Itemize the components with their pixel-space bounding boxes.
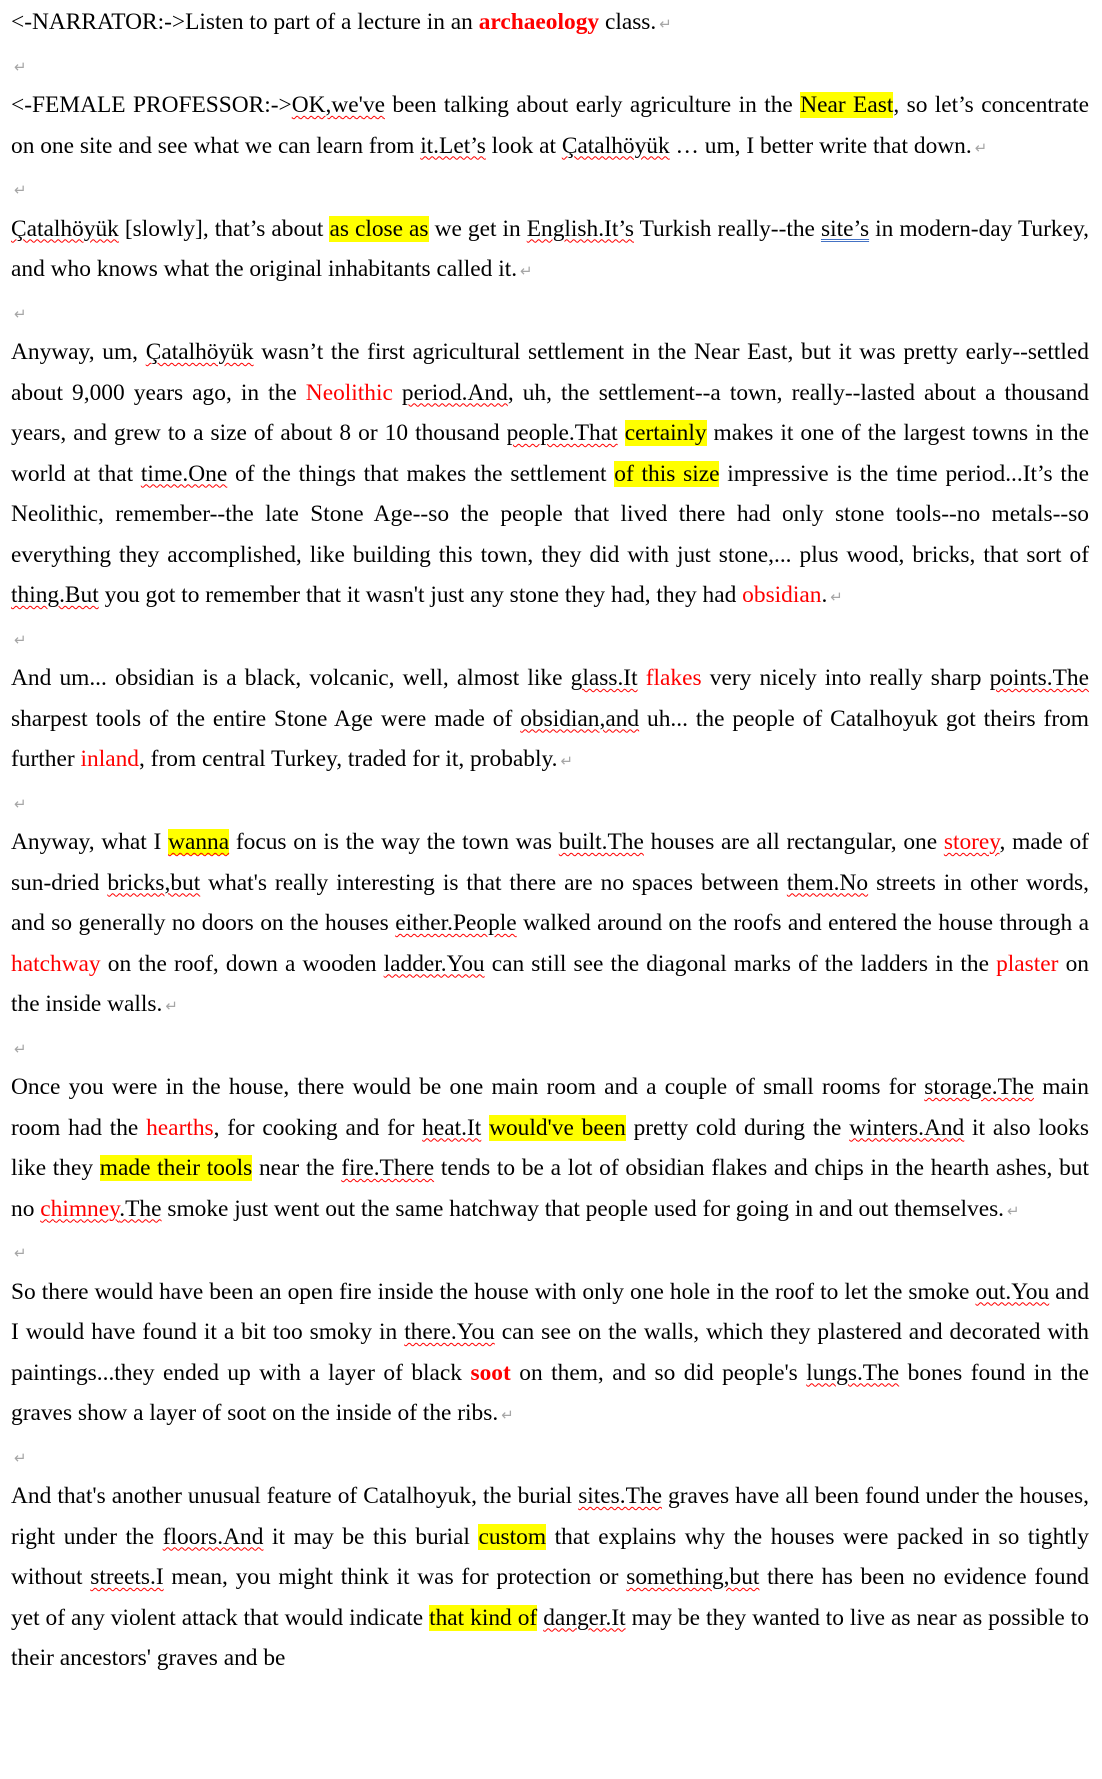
text-run: plaster — [996, 950, 1059, 977]
paragraph-mark-icon: ↵ — [14, 304, 27, 323]
text-run: inland — [80, 746, 139, 772]
text-run: time.One — [140, 460, 228, 487]
paragraph-p-narrator — [11, 2, 1089, 45]
text-run: , so let’s concentrate on one site and see what we can learn from — [11, 92, 1089, 159]
text-run: made their tools — [99, 1155, 253, 1181]
text-run: , made of sun-dried — [11, 829, 1089, 896]
paragraph-p-houses — [11, 822, 1089, 1027]
text-run: either.People — [395, 910, 517, 936]
text-run: tends to be a lot of obsidian flakes and chips in the hearth ashes, but no — [11, 1155, 1090, 1222]
text-run: <-FEMALE PROFESSOR:-> — [11, 92, 292, 118]
paragraph-mark-icon: ↵ — [520, 262, 533, 280]
text-run: Çatalhöyük — [145, 339, 254, 365]
text-run: custom — [478, 1523, 547, 1550]
text-run: obsidian,and — [520, 705, 640, 732]
text-run: look at — [485, 132, 562, 159]
empty-paragraph — [11, 618, 1089, 659]
empty-paragraph — [11, 782, 1089, 823]
text-run: hatchway — [11, 950, 101, 977]
paragraph-mark-icon: ↵ — [14, 794, 27, 813]
text-run: that kind of — [429, 1604, 538, 1631]
text-run: walked around on the roofs and entered the house through a — [516, 910, 1090, 936]
paragraph-p-professor — [11, 85, 1089, 168]
text-run: thing.But — [11, 582, 99, 608]
paragraph-p-smoke — [11, 1272, 1089, 1436]
text-run: can still see the diagonal marks of the ladders in the — [484, 950, 997, 977]
text-run: uh... the people of Catalhoyuk got theirs from further — [11, 705, 1089, 772]
text-run: on the inside walls. — [11, 950, 1089, 1017]
text-run: flakes — [645, 665, 702, 691]
text-run: may be they wanted to live as near as possible to their ancestors' graves and be — [11, 1604, 1089, 1671]
text-run: And that's another unusual feature of Catalhoyuk, the burial — [11, 1483, 579, 1509]
text-run: makes it one of the largest towns in the world at that — [11, 420, 1089, 487]
paragraph-mark-icon: ↵ — [830, 588, 843, 606]
text-run: mean, you might think it was for protection or — [163, 1564, 627, 1590]
text-run: very nicely into really sharp — [701, 665, 990, 691]
text-run: as close as — [329, 215, 429, 242]
text-run: .The — [119, 1195, 162, 1222]
text-run: class. — [599, 9, 657, 35]
empty-paragraph — [11, 45, 1089, 86]
paragraph-mark-icon: ↵ — [14, 57, 27, 76]
text-run: site’s — [820, 215, 870, 242]
text-run: winters.And — [849, 1114, 965, 1141]
text-run: graves have all been found under the houses, right under the — [11, 1483, 1089, 1550]
text-run: OK,we've — [291, 92, 385, 118]
paragraph-mark-icon: ↵ — [14, 181, 27, 199]
text-run: floors.And — [162, 1523, 264, 1550]
text-run — [638, 665, 646, 691]
text-run: that explains why the houses were packed in so tightly without — [11, 1523, 1089, 1590]
paragraph-p-rooms — [11, 1067, 1089, 1231]
text-run: fire.There — [341, 1155, 435, 1181]
text-run: out.You — [975, 1278, 1050, 1305]
text-run: sharpest tools of the entire Stone Age were made of — [11, 705, 521, 732]
text-run — [618, 420, 625, 446]
text-run: points.The — [989, 665, 1089, 691]
text-run: lungs.The — [806, 1359, 900, 1386]
empty-paragraph — [11, 1231, 1089, 1272]
text-run: . — [821, 582, 828, 608]
paragraph-mark-icon: ↵ — [1007, 1201, 1020, 1220]
text-run: would've been — [489, 1114, 626, 1141]
text-run: in modern-day Turkey, and who knows what the original inhabitants called it. — [11, 215, 1090, 282]
paragraph-mark-icon: ↵ — [560, 752, 574, 770]
text-run: it also looks like they — [11, 1114, 1090, 1181]
text-run: wasn’t the first agricultural settlement in the Near East, but it was pretty early--settled about 9,000 years ago, in the — [11, 339, 1089, 406]
text-run: it may be this burial — [263, 1523, 479, 1550]
paragraph-p-burial — [11, 1476, 1089, 1679]
text-run: Neolithic — [305, 379, 393, 406]
text-run: <-NARRATOR:->Listen to part of a lecture in an — [11, 9, 479, 35]
text-run: on the roof, down a wooden — [100, 950, 384, 977]
text-run: Çatalhöyük — [11, 215, 119, 242]
text-run: smoke just went out the same hatchway that people used for going in and out themselves. — [161, 1195, 1005, 1222]
text-run: there.You — [404, 1319, 495, 1345]
text-run: of the things that makes the settlement — [227, 460, 615, 487]
text-run: built.The — [558, 829, 644, 855]
paragraph-p-name — [11, 209, 1089, 292]
text-run: wanna — [168, 829, 230, 855]
text-run — [481, 1115, 489, 1141]
text-run: Anyway, um, — [11, 339, 146, 365]
text-run: Anyway, what I — [11, 829, 169, 855]
text-run: period.And — [401, 379, 508, 406]
paragraph-mark-icon: ↵ — [974, 138, 988, 157]
text-run: on them, and so did people's — [510, 1359, 807, 1386]
text-run: can see on the walls, which they plastered and decorated with paintings...they ended up with a layer of black — [11, 1319, 1089, 1386]
text-run: storey — [943, 829, 1000, 855]
text-run: sites.The — [578, 1483, 662, 1509]
paragraph-mark-icon: ↵ — [14, 1039, 27, 1058]
text-run: been talking about early agriculture in the — [384, 92, 801, 118]
text-run: Çatalhöyük — [561, 132, 670, 159]
text-run: pretty cold during the — [625, 1114, 850, 1141]
empty-paragraph — [11, 292, 1089, 333]
empty-paragraph — [11, 168, 1089, 209]
text-run: storage.The — [924, 1074, 1034, 1100]
paragraph-mark-icon: ↵ — [659, 15, 672, 33]
text-run: danger.It — [543, 1604, 626, 1631]
text-run — [393, 380, 402, 406]
empty-paragraph — [11, 1436, 1089, 1477]
text-run: people.That — [506, 420, 618, 446]
text-run: focus on is the way the town was — [229, 829, 559, 855]
text-run: archaeology — [478, 9, 600, 35]
text-run: we get in — [428, 215, 527, 242]
text-run: Turkish really--the — [633, 215, 821, 242]
paragraph-p-obsidian — [11, 658, 1089, 782]
text-run: main room had the — [11, 1074, 1089, 1141]
text-run: ladder.You — [383, 950, 485, 977]
text-run: , uh, the settlement--a town, really--lasted about a thousand years, and grew to a size of about 8 or 10 thousand — [11, 379, 1089, 446]
paragraph-mark-icon: ↵ — [501, 1406, 514, 1424]
paragraph-mark-icon: ↵ — [165, 997, 178, 1015]
paragraph-mark-icon: ↵ — [14, 1244, 27, 1262]
text-run: hearths — [146, 1114, 214, 1141]
empty-paragraph — [11, 1027, 1089, 1068]
text-run: So there would have been an open fire inside the house with only one hole in the roof to let the smoke — [11, 1278, 976, 1305]
text-run: something,but — [626, 1564, 760, 1590]
text-run: Once you were in the house, there would be one main room and a couple of small rooms for — [11, 1074, 925, 1100]
text-run: them.No — [786, 869, 869, 896]
paragraph-mark-icon: ↵ — [14, 1448, 27, 1467]
text-run: there has been no evidence found yet of any violent attack that would indicate — [11, 1564, 1089, 1631]
text-run: bones found in the graves show a layer of soot on the inside of the ribs. — [11, 1359, 1089, 1426]
text-run: of this size — [614, 460, 720, 487]
paragraph-mark-icon: ↵ — [14, 630, 27, 649]
text-run: you got to remember that it wasn't just any stone they had, they had — [98, 582, 743, 608]
text-run: near the — [252, 1155, 342, 1181]
text-run: Near East — [800, 92, 894, 118]
text-run: chimney — [40, 1195, 120, 1222]
text-run: heat.It — [422, 1114, 482, 1141]
text-run: , for cooking and for — [213, 1114, 423, 1141]
text-run: streets in other words, and so generally no doors on the houses — [11, 869, 1089, 936]
text-run: it.Let’s — [420, 132, 486, 159]
text-run: what's really interesting is that there are no spaces between — [200, 869, 787, 896]
text-run: … um, I better write that down. — [669, 132, 972, 159]
text-run: , from central Turkey, traded for it, probably. — [138, 746, 558, 772]
text-run: English.It’s — [526, 215, 634, 242]
text-run: And um... obsidian is a black, volcanic, well, almost like — [11, 665, 571, 691]
paragraph-p-settlement — [11, 332, 1089, 618]
text-run: soot — [470, 1359, 511, 1386]
text-run: glass.It — [570, 665, 638, 691]
text-run: obsidian — [742, 582, 822, 608]
text-run: bricks,but — [107, 869, 201, 896]
text-run: [slowly], that’s about — [118, 215, 330, 242]
text-run: houses are all rectangular, one — [643, 829, 944, 855]
text-run: and I would have found it a bit too smoky in — [11, 1278, 1090, 1345]
text-run: impressive is the time period...It’s the Neolithic, remember--the late Stone Age--so the people that lived there had only stone tools--no metals--so everything they accomplished, like building this town, they did with just stone,... plus wood, bricks, that sort of — [11, 460, 1089, 568]
text-run: certainly — [624, 420, 707, 446]
text-run: streets.I — [90, 1564, 164, 1590]
